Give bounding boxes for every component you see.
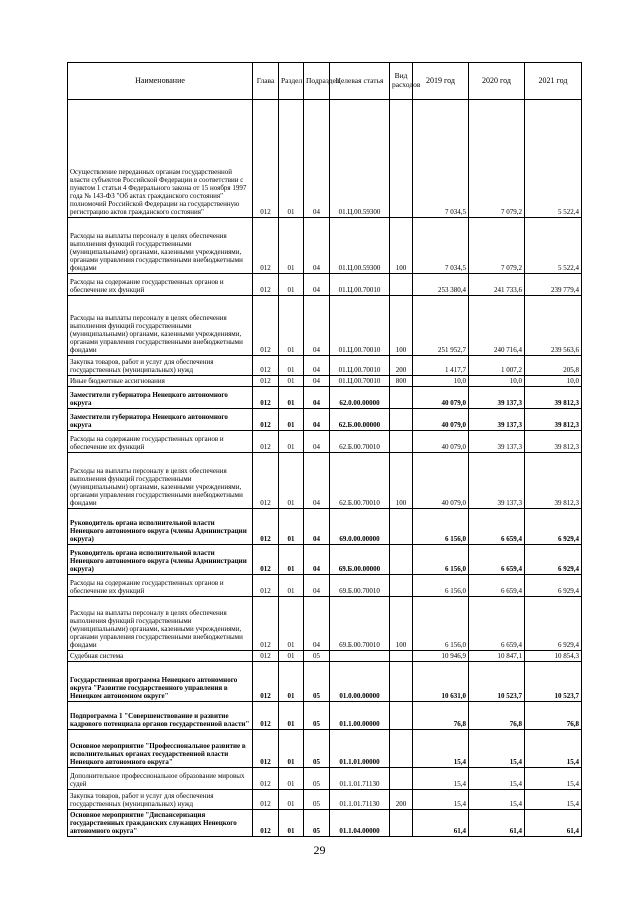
row-name: Расходы на выплаты персоналу в целях обеспечения выполнения функций государственными (муниципальными) органами, казенными учреждениями, органами управления государственными внебюджетными фондами [68,453,253,509]
row-2021: 10,0 [525,376,582,387]
row-expense-type [390,409,413,431]
row-2021: 239 563,6 [525,296,582,356]
row-target: 62.Б.00.00000 [330,409,390,431]
budget-table [67,62,582,837]
row-subsection: 04 [304,545,330,575]
row-2020: 15,4 [469,790,525,810]
row-name: Государственная программа Ненецкого автономного округа "Развитие государственного управления в Ненецком автономном округе" [68,662,253,702]
row-2021: 39 812,3 [525,453,582,509]
row-expense-type [390,387,413,409]
row-2019: 6 156,0 [413,509,469,545]
row-2019: 40 079,0 [413,453,469,509]
row-2020: 6 659,4 [469,509,525,545]
row-section: 01 [279,387,304,409]
row-2020: 39 137,3 [469,387,525,409]
row-chapter: 012 [253,274,279,296]
row-chapter: 012 [253,662,279,702]
row-target: 69.Б.00.70010 [330,597,390,651]
row-name: Осуществление переданных органам государственной власти субъектов Российской Федерации в соответствии с пунктом 1 статьи 4 Федерального закона от 15 ноября 1997 года № 143-ФЗ "Об актах гражданского состояния" полномочий Российской Федерации на государственную регистрацию актов гражданского состояния" [68,100,253,218]
header-2021: 2021 год [525,63,582,100]
row-name: Расходы на содержание государственных органов и обеспечение их функций [68,274,253,296]
table-row [68,575,582,597]
row-target: 01.1.04.00000 [330,810,390,837]
row-section: 01 [279,575,304,597]
row-2021: 15,4 [525,790,582,810]
row-2020: 39 137,3 [469,409,525,431]
row-expense-type: 200 [390,356,413,376]
row-target: 01.Ц.00.70010 [330,376,390,387]
row-chapter: 012 [253,431,279,453]
row-2021: 6 929,4 [525,509,582,545]
row-expense-type [390,651,413,662]
row-subsection: 05 [304,662,330,702]
row-chapter: 012 [253,545,279,575]
row-name: Руководитель органа исполнительной власти Ненецкого автономного округа (члены Администрации округа) [68,545,253,575]
row-expense-type [390,768,413,790]
table-row [68,100,582,218]
row-target: 01.Ц.00.70010 [330,296,390,356]
table-row [68,376,582,387]
row-chapter: 012 [253,730,279,768]
row-2019: 251 952,7 [413,296,469,356]
row-name: Закупка товаров, работ и услуг для обеспечения государственных (муниципальных) нужд [68,790,253,810]
row-expense-type [390,662,413,702]
row-name: Руководитель органа исполнительной власти Ненецкого автономного округа (члены Администрации округа) [68,509,253,545]
row-expense-type: 100 [390,453,413,509]
row-name: Дополнительное профессиональное образование мировых судей [68,768,253,790]
page-number: 29 [313,843,326,857]
row-2021: 76,8 [525,702,582,730]
row-2019: 76,8 [413,702,469,730]
table-row [68,409,582,431]
row-chapter: 012 [253,218,279,274]
row-target: 01.Ц.00.70010 [330,274,390,296]
row-2021: 205,8 [525,356,582,376]
row-chapter: 012 [253,702,279,730]
row-target: 69.0.00.00000 [330,509,390,545]
row-chapter: 012 [253,810,279,837]
row-section: 01 [279,810,304,837]
row-section: 01 [279,453,304,509]
row-chapter: 012 [253,453,279,509]
row-chapter: 012 [253,597,279,651]
row-2020: 76,8 [469,702,525,730]
row-name: Расходы на содержание государственных органов и обеспечение их функций [68,431,253,453]
row-target: 69.Б.00.70010 [330,575,390,597]
row-section: 01 [279,100,304,218]
table-row [68,790,582,810]
row-name: Расходы на выплаты персоналу в целях обеспечения выполнения функций государственными (муниципальными) органами, казенными учреждениями, органами управления государственными внебюджетными фондами [68,218,253,274]
row-2019: 1 417,7 [413,356,469,376]
row-2021: 5 522,4 [525,218,582,274]
row-subsection: 04 [304,575,330,597]
row-2019: 6 156,0 [413,597,469,651]
row-chapter: 012 [253,387,279,409]
row-subsection: 05 [304,651,330,662]
row-2019: 40 079,0 [413,387,469,409]
row-expense-type [390,730,413,768]
row-section: 01 [279,296,304,356]
row-subsection: 04 [304,453,330,509]
row-subsection: 04 [304,274,330,296]
row-name: Заместители губернатора Ненецкого автономного округа [68,409,253,431]
row-expense-type [390,575,413,597]
row-expense-type [390,810,413,837]
row-2020: 6 659,4 [469,545,525,575]
row-chapter: 012 [253,296,279,356]
row-chapter: 012 [253,100,279,218]
row-2019: 6 156,0 [413,545,469,575]
row-target: 62.Б.00.70010 [330,431,390,453]
row-2020: 7 079,2 [469,100,525,218]
row-2020: 10 847,1 [469,651,525,662]
row-name: Расходы на содержание государственных органов и обеспечение их функций [68,575,253,597]
row-2019: 40 079,0 [413,431,469,453]
row-2020: 61,4 [469,810,525,837]
row-2019: 253 380,4 [413,274,469,296]
row-2021: 6 929,4 [525,597,582,651]
row-target: 01.1.01.71130 [330,790,390,810]
row-section: 01 [279,274,304,296]
row-subsection: 05 [304,730,330,768]
row-expense-type [390,545,413,575]
row-section: 01 [279,597,304,651]
row-target: 01.Ц.00.59300 [330,218,390,274]
row-expense-type [390,274,413,296]
row-expense-type [390,509,413,545]
table-row [68,662,582,702]
row-chapter: 012 [253,790,279,810]
row-section: 01 [279,509,304,545]
row-2020: 240 716,4 [469,296,525,356]
row-section: 01 [279,651,304,662]
row-2020: 39 137,3 [469,453,525,509]
table-row [68,387,582,409]
row-target: 01.1.00.00000 [330,702,390,730]
row-chapter: 012 [253,409,279,431]
row-subsection: 05 [304,810,330,837]
row-section: 01 [279,702,304,730]
row-2019: 10 631,0 [413,662,469,702]
row-name: Иные бюджетные ассигнования [68,376,253,387]
table-row [68,431,582,453]
row-2021: 15,4 [525,730,582,768]
row-name: Закупка товаров, работ и услуг для обеспечения государственных (муниципальных) нужд [68,356,253,376]
row-target: 62.Б.00.70010 [330,453,390,509]
row-subsection: 05 [304,790,330,810]
table-row [68,702,582,730]
row-chapter: 012 [253,768,279,790]
row-section: 01 [279,768,304,790]
table-row [68,509,582,545]
row-subsection: 04 [304,597,330,651]
row-2020: 7 079,2 [469,218,525,274]
row-target: 01.1.01.71130 [330,768,390,790]
table-header-row [68,63,582,100]
row-expense-type [390,702,413,730]
row-2019: 10,0 [413,376,469,387]
table-body [68,100,582,837]
row-expense-type: 200 [390,790,413,810]
row-target: 01.Ц.00.59300 [330,100,390,218]
row-2020: 10 523,7 [469,662,525,702]
row-subsection: 04 [304,509,330,545]
row-2019: 15,4 [413,730,469,768]
row-2021: 61,4 [525,810,582,837]
row-name: Расходы на выплаты персоналу в целях обеспечения выполнения функций государственными (муниципальными) органами, казенными учреждениями, органами управления государственными внебюджетными фондами [68,296,253,356]
table-row [68,730,582,768]
row-chapter: 012 [253,376,279,387]
row-section: 01 [279,431,304,453]
row-2019: 15,4 [413,768,469,790]
row-2021: 239 779,4 [525,274,582,296]
row-expense-type: 100 [390,218,413,274]
row-2020: 6 659,4 [469,597,525,651]
row-chapter: 012 [253,356,279,376]
row-2020: 10,0 [469,376,525,387]
table-row [68,810,582,837]
row-target: 01.Ц.00.70010 [330,356,390,376]
row-2021: 6 929,4 [525,575,582,597]
row-2021: 10 523,7 [525,662,582,702]
header-2019: 2019 год [413,63,469,100]
table-row [68,545,582,575]
row-name: Подпрограмма 1 "Совершенствование и развитие кадрового потенциала органов государственной власти" [68,702,253,730]
row-2019: 15,4 [413,790,469,810]
row-name: Расходы на выплаты персоналу в целях обеспечения выполнения функций государственными (муниципальными) органами, казенными учреждениями, органами управления государственными внебюджетными фондами [68,597,253,651]
table-row [68,274,582,296]
table-row [68,651,582,662]
table-row [68,218,582,274]
row-subsection: 05 [304,768,330,790]
row-section: 01 [279,409,304,431]
row-target: 62.0.00.00000 [330,387,390,409]
row-2019: 61,4 [413,810,469,837]
row-target: 01.0.00.00000 [330,662,390,702]
row-name: Основное мероприятие "Диспансеризация государственных гражданских служащих Ненецкого автономного округа" [68,810,253,837]
row-chapter: 012 [253,651,279,662]
row-target: 69.Б.00.00000 [330,545,390,575]
table-row [68,356,582,376]
row-2020: 241 733,6 [469,274,525,296]
row-2021: 39 812,3 [525,431,582,453]
row-2019: 10 946,9 [413,651,469,662]
table-row [68,597,582,651]
row-2020: 15,4 [469,768,525,790]
table-row [68,768,582,790]
row-target: 01.1.01.00000 [330,730,390,768]
row-name: Заместители губернатора Ненецкого автономного округа [68,387,253,409]
row-expense-type: 800 [390,376,413,387]
row-expense-type [390,431,413,453]
row-expense-type: 100 [390,597,413,651]
row-subsection: 04 [304,431,330,453]
header-expense-type: Вид расходов [390,63,413,100]
row-chapter: 012 [253,509,279,545]
header-name: Наименование [68,63,253,100]
row-section: 01 [279,730,304,768]
row-2020: 15,4 [469,730,525,768]
row-name: Основное мероприятие "Профессиональное развитие в исполнительных органах государственной власти Ненецкого автономного округа" [68,730,253,768]
row-subsection: 04 [304,387,330,409]
row-2021: 39 812,3 [525,387,582,409]
row-section: 01 [279,662,304,702]
table-row [68,296,582,356]
row-subsection: 04 [304,409,330,431]
row-2021: 6 929,4 [525,545,582,575]
row-subsection: 04 [304,376,330,387]
row-section: 01 [279,356,304,376]
row-expense-type: 100 [390,296,413,356]
header-2020: 2020 год [469,63,525,100]
row-subsection: 04 [304,296,330,356]
row-2020: 1 007,2 [469,356,525,376]
row-2021: 39 812,3 [525,409,582,431]
row-subsection: 05 [304,702,330,730]
row-section: 01 [279,376,304,387]
row-subsection: 04 [304,356,330,376]
row-chapter: 012 [253,575,279,597]
row-name: Судебная система [68,651,253,662]
row-expense-type [390,100,413,218]
row-section: 01 [279,545,304,575]
header-chapter: Глава [253,63,279,100]
row-2019: 6 156,0 [413,575,469,597]
row-2019: 7 034,5 [413,218,469,274]
row-section: 01 [279,790,304,810]
row-section: 01 [279,218,304,274]
header-subsection: Подраздел [304,63,330,100]
row-target [330,651,390,662]
header-section: Раздел [279,63,304,100]
row-2019: 7 034,5 [413,100,469,218]
row-2021: 10 854,3 [525,651,582,662]
row-subsection: 04 [304,100,330,218]
row-2021: 5 522,4 [525,100,582,218]
table-row [68,453,582,509]
row-subsection: 04 [304,218,330,274]
header-target: Целевая статья [330,63,390,100]
row-2020: 6 659,4 [469,575,525,597]
row-2019: 40 079,0 [413,409,469,431]
row-2020: 39 137,3 [469,431,525,453]
row-2021: 15,4 [525,768,582,790]
